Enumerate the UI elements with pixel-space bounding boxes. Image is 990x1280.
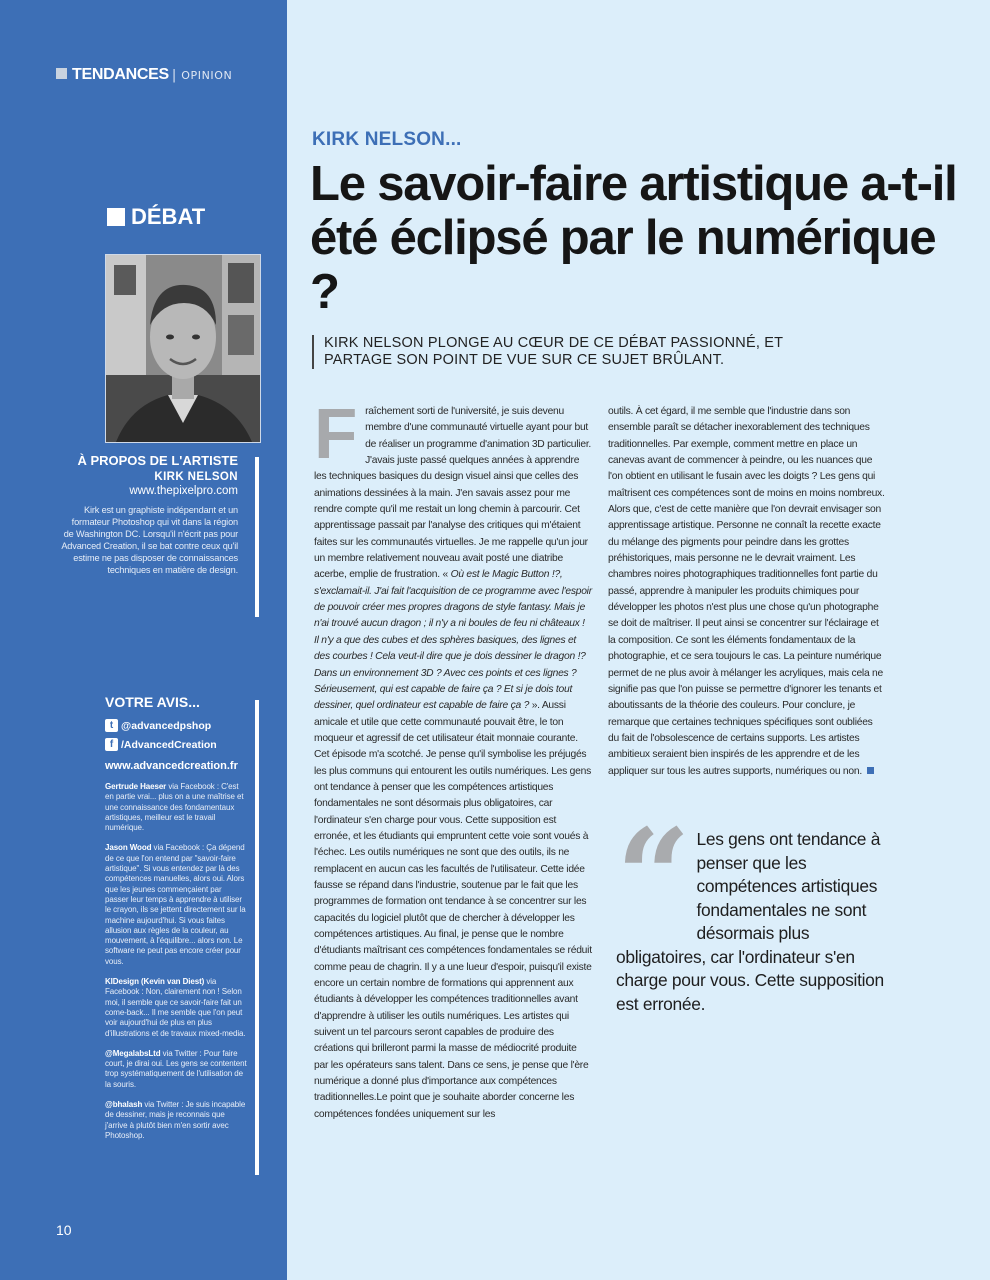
comment-text: via Twitter : Je suis incapable de dessiner, mais je reconnais que j'arrive à plutôt bien m'en sortir avec Photoshop. — [105, 1100, 246, 1140]
artist-bio: Kirk est un graphiste indépendant et un formateur Photoshop qui vit dans la région de Washington DC. Lorsqu'il n'écrit pas pour Advanced Creation, il se bat contre ceux qu'il estime ne pas disposer de connaissances techniques en matière de design. — [61, 505, 238, 575]
site-link[interactable]: www.advancedcreation.fr — [105, 760, 238, 772]
pull-quote-text: Les gens ont tendance à penser que les compétences artistiques fondamentales ne sont désormais plus obligatoires, car l'ordinateur s'en charge pour vous. Cette supposition est erronée. — [616, 829, 884, 1014]
section-separator: | — [171, 68, 177, 83]
comment-text: via Facebook : C'est en partie vrai... plus on a une maîtrise et une connaissance des fondamentaux artistiques, meilleur est le travail numérique. — [105, 782, 244, 833]
article-paragraph — [608, 404, 886, 780]
facebook-icon: f — [105, 738, 118, 751]
avis-divider — [255, 700, 259, 1175]
twitter-handle-text: @advancedpshop — [121, 719, 212, 732]
sidebar — [0, 0, 287, 1280]
artist-name: KIRK NELSON — [154, 471, 238, 483]
avis-heading: VOTRE AVIS... — [105, 694, 200, 710]
comment-item — [105, 1049, 247, 1090]
page-number: 10 — [56, 1222, 72, 1238]
comment-text: via Twitter : Pour faire court, je dirai oui. Les gens se contentent trop systématiquement de l'utilisation de la souris. — [105, 1048, 247, 1089]
body-text: raîchement sorti de l'université, je suis devenu membre d'une communauté virtuelle ayant pour but de réaliser un programme d'animation 3D particulier. J'avais juste passé quelques années à apprendre les techniques basiques du design visuel ainsi que celles des animations dessinées à la main. J'en savais assez pour me rendre compte qu'il me restait un long chemin à parcourir. Cet apprentissage passait par l'analyse des critiques qui m'étaient faites sur les communautés virtuelles. Je me rappelle qu'un jour un membre relativement nouveau avait posté une diatribe acerbe, emplie de frustration. « — [314, 406, 592, 581]
twitter-handle[interactable] — [105, 719, 247, 732]
subsection-name: OPINION — [181, 69, 233, 82]
comment-author: @bhalash — [105, 1100, 143, 1110]
artist-url-link[interactable]: www.thepixelpro.com — [129, 485, 238, 497]
body-text: ». Aussi amicale et utile que cette communauté pouvait être, le ton moqueur et agressif de cet utilisateur était monnaie courante. Cet épisode m'a scotché. Je pense qu'il symbolise les préjugés les plus communs qui entourent les outils numériques. Les gens ont tendance à penser que les compétences artistiques fondamentales ne sont désormais plus obligatoires, car l'ordinateur s'en charge pour vous. Cette supposition est erronée, et les étudiants qui empruntent cette voie sont voués à l'échec. Les outils numériques ne sont que des outils, ils ne remplacent en aucun cas les facultés de l'utilisateur. Cette idée fausse se répand dans l'industrie, soutenue par le fait que les programmes de formation ont tendance à se concentrer sur les capacités du logiciel plutôt que de chercher à développer les compétences artistiques. Au final, je pense que le nombre d'étudiants maîtrisant ces compétences fondamentales se réduit comme peau de chagrin. Il y a une lueur d'espoir, puisqu'il existe encore un certain nombre de formations qui apprennent aux étudiants à développer les compétences traditionnelles avant d'apprendre à utiliser les outils numériques. Les artistes qui suivent un tel parcours seront capables de produire des créations qui brilleront parmi la masse de médiocrité produite par les opérateurs sans talent. Dans ce sens, je pense que l'ère numérique a donné plus d'importance aux compétences traditionnelles.Le point que je souhaite aborder concerne les compétences fondées uniquement sur les — [314, 700, 592, 1120]
body-text: outils. À cet égard, il me semble que l'industrie dans son ensemble paraît se détacher inexorablement des techniques traditionnelles. Par exemple, comment mettre en place un canevas avant de commencer à peindre, ou les nuances que l'on obtient en utilisant le fusain avec les doigts ? Les gens qui maîtrisent ces compétences sont de moins en moins nombreux. Alors que, c'est de cette manière que l'on devrait envisager son apprentissage artistique. Personne ne connaît la recette exacte du mélange des pigments pour peindre dans les grottes préhistoriques, mais personne ne le devrait vraiment. Les chambres noires photographiques traditionnelles font partie du passé, apprendre à manipuler les produits chimiques pour développer les photos n'est plus une chose qu'un photographe se doit de maîtriser. Il peut ainsi se concentrer sur l'éclairage et la composition. Ce sont les éléments fondamentaux de la photographie, et ce sera toujours le cas. La peinture numérique permet de ne plus avoir à mélanger les acryliques, mais cela ne signifie pas que l'on puisse se permettre d'ignorer les tenants et aboutissants de la théorie des couleurs. Pour conclure, je remarque que certaines techniques spécifiques sont oubliées du fait de l'obsolescence de certains supports. Les artistes ambitieux seraient bien inspirés de les apprendre et de les appliquer sur tous les autres supports, numériques ou non. — [608, 406, 885, 777]
quoted-rant: Où est le Magic Button !?, s'exclamait-il. J'ai fait l'acquisition de ce programme avec l'espoir de pouvoir créer mes propres dragons de style fantasy. Mais je n'ai trouvé aucun dragon ; il n'y a ni boules de feu ni châteaux ! Il n'y a que des cubes et des sphères basiques, des lignes et des courbes ! Cela veut-il dire que je dois dessiner le dragon !? Dans un environnement 3D ? Avec ces points et ces lignes ? Sérieusement, qui est capable de faire ça ? Et si je dois tout dessiner, quel ordinateur est capable de faire ça ? — [314, 569, 592, 712]
section-name: TENDANCES — [72, 66, 169, 83]
comment-author: @MegalabsLtd — [105, 1048, 161, 1058]
comment-item — [105, 977, 247, 1039]
article-title: Le savoir-faire artistique a-t-il été éclipsé par le numérique ? — [310, 157, 957, 319]
twitter-icon: t — [105, 719, 118, 732]
debat-text: DÉBAT — [131, 204, 206, 229]
article-standfirst: KIRK NELSON PLONGE AU CŒUR DE CE DÉBAT PASSIONNÉ, ET PARTAGE SON POINT DE VUE SUR CE SUJET BRÛLANT. — [312, 335, 804, 369]
comment-item — [105, 843, 247, 967]
comment-item — [105, 1100, 247, 1141]
votre-avis — [105, 694, 247, 1141]
comment-author: KIDesign (Kevin van Diest) — [105, 977, 205, 987]
comment-author: Jason Wood — [105, 843, 152, 853]
comment-item — [105, 782, 247, 833]
section-tag — [56, 66, 232, 84]
article-column-2 — [608, 404, 886, 780]
comment-text: via Facebook : Non, clairement non ! Selon moi, il semble que ce savoir-faire fait un come-back... Il me semble que l'on peut voir aujourd'hui de plus en plus d'illustrations et de travaux mixed-media. — [105, 977, 246, 1038]
facebook-handle[interactable] — [105, 738, 247, 751]
about-heading: À PROPOS DE L'ARTISTE — [77, 453, 238, 468]
drop-cap: F — [314, 395, 358, 474]
quote-mark-icon: “ — [616, 800, 691, 953]
article-column-1 — [314, 395, 592, 1123]
section-square-icon — [56, 68, 67, 79]
debat-label — [107, 204, 205, 230]
article-kicker: KIRK NELSON... — [312, 129, 462, 150]
about-divider — [255, 457, 259, 617]
pull-quote — [616, 800, 894, 1016]
comment-author: Gertrude Haeser — [105, 782, 167, 791]
author-photo — [105, 254, 261, 443]
end-mark-icon — [867, 767, 874, 774]
about-artist — [60, 453, 238, 576]
debat-square-icon — [107, 208, 125, 226]
article-paragraph — [314, 395, 592, 1123]
comment-text: via Facebook : Ça dépend de ce que l'on entend par "savoir-faire artistique". Si vous entendez par là des compétences manuelles, alors oui. Alors que les jeunes commençaient par passer leur temps à apprendre à utiliser le crayon, ils se jettent directement sur la machine aujourd'hui. Si vous faites allusion aux règles de la couleur, au mouvement, à l'équilibre... alors non. Le software ne peut pas encore créer pour vous. — [105, 843, 246, 966]
facebook-handle-text: /AdvancedCreation — [121, 738, 217, 751]
